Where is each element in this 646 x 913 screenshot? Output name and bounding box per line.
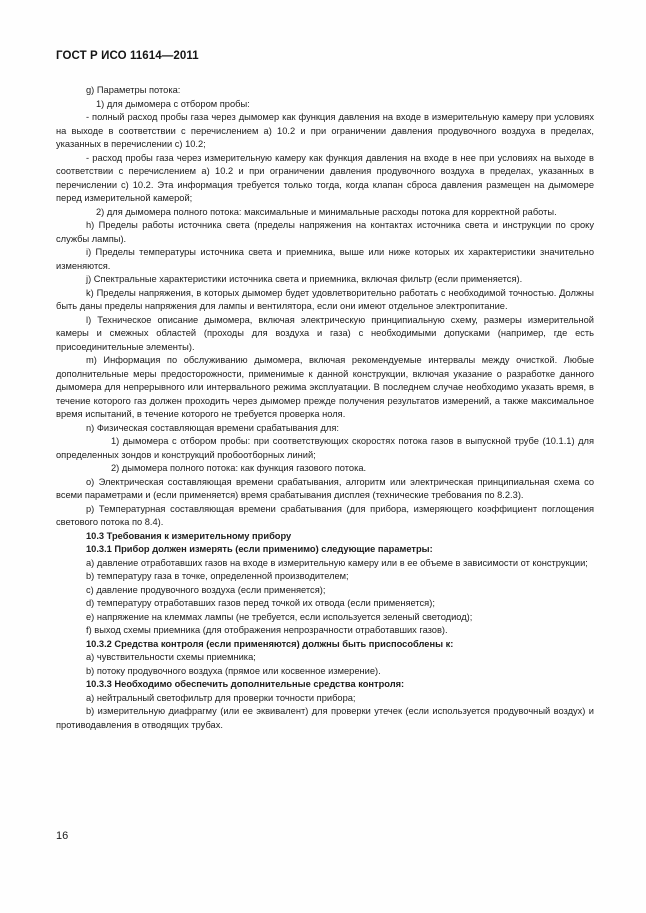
body-paragraph: - расход пробы газа через измерительную камеру как функция давления на входе в нее при условиях на выходе в соответствии с перечислением а) 10.2 и при ограничении давления продувочного воздуха в пределах, указанных в перечислении с) 10.2. Эта информация требуется только тогда, когда клапан сброса давления размещен на дымомере перед измерительной камерой; xyxy=(56,152,594,203)
body-paragraph: c) давление продувочного воздуха (если применяется); xyxy=(86,584,326,595)
body-paragraph: l) Техническое описание дымомера, включая электрическую принципиальную схему, размеры измерительной камеры и смежных областей (проходы для воздуха и газа) с необходимыми допусками (например, где есть присоединительные элементы). xyxy=(56,314,594,352)
body-paragraph: p) Температурная составляющая времени срабатывания (для прибора, измеряющего коэффициент поглощения светового потока по 8.4). xyxy=(56,503,594,527)
body-paragraph: i) Пределы температуры источника света и приемника, выше или ниже которых их характеристики значительно изменяются. xyxy=(56,247,594,271)
section-heading: 10.3.2 Средства контроля (если применяются) должны быть приспособлены к: xyxy=(86,638,454,649)
standard-header: ГОСТ Р ИСО 11614—2011 xyxy=(56,50,199,62)
body-paragraph: o) Электрическая составляющая времени срабатывания, алгоритм или электрическая принципиальная схема со всеми параметрами и (если применяется) время срабатывания дисплея (технические требования по 8.2.3). xyxy=(56,476,594,500)
section-heading: 10.3 Требования к измерительному прибору xyxy=(86,530,292,541)
body-paragraph: b) температуру газа в точке, определенной производителем; xyxy=(86,571,349,581)
body-paragraph: j) Спектральные характеристики источника света и приемника, включая фильтр (если применяется). xyxy=(86,274,523,284)
section-heading: 10.3.1 Прибор должен измерять (если применимо) следующие параметры: xyxy=(86,544,433,554)
body-paragraph: m) Информация по обслуживанию дымомера, включая рекомендуемые интервалы между очисткой. Любые дополнительные меры предосторожности, применимые к данной конструкции, включая указание о разработке данного дымомера для непрерывного или интервального режима эксплуатации. В последнем случае необходимо указать время, в течение которого газ должен проходить через дымомер прежде получения результатов измерений, а также максимальное время испытаний, в течение которого не требуется проверка ноля. xyxy=(56,355,594,419)
body-paragraph: d) температуру отработавших газов перед точкой их отвода (если применяется); xyxy=(86,598,435,608)
body-paragraph: g) Параметры потока: xyxy=(86,85,181,95)
section-heading: 10.3.3 Необходимо обеспечить дополнительные средства контроля: xyxy=(86,679,405,689)
body-paragraph: f) выход схемы приемника (для отображения непрозрачности отработавших газов). xyxy=(86,625,448,635)
body-paragraph: 1) дымомера с отбором пробы: при соответствующих скоростях потока газов в выпускной трубе (10.1.1) для определенных зондов и конструкций пробоотборных линий; xyxy=(56,436,594,460)
body-paragraph: - полный расход пробы газа через дымомер как функция давления на входе в измерительную камеру при условиях на выходе в соответствии с перечислением а) 10.2 и при ограничении давления продувочного воздуха в пределах, указанных в перечислении с) 10.2; xyxy=(56,112,594,149)
body-paragraph: 2) для дымомера полного потока: максимальные и минимальные расходы потока для корректной работы. xyxy=(96,206,557,217)
body-paragraph: 1) для дымомера с отбором пробы: xyxy=(96,98,250,109)
page-number: 16 xyxy=(56,830,69,842)
body-paragraph: а) чувствительности схемы приемника; xyxy=(86,652,256,662)
body-paragraph: e) напряжение на клеммах лампы (не требуется, если используется зеленый светодиод); xyxy=(86,611,473,622)
body-paragraph: а) нейтральный светофильтр для проверки точности прибора; xyxy=(86,692,356,703)
body-paragraph: а) давление отработавших газов на входе в измерительную камеру или в ее объеме в зависимости от конструкции; xyxy=(86,557,588,568)
document-body xyxy=(56,84,594,732)
body-paragraph: b) потоку продувочного воздуха (прямое или косвенное измерение). xyxy=(86,665,381,676)
body-paragraph: n) Физическая составляющая времени срабатывания для: xyxy=(86,422,339,433)
body-paragraph: b) измерительную диафрагму (или ее эквивалент) для проверки утечек (если используется продувочный воздух) и противодавления в отводящих трубах. xyxy=(56,706,594,730)
body-paragraph: k) Пределы напряжения, в которых дымомер будет удовлетворительно работать с необходимой точностью. Должны быть даны пределы напряжения для лампы и вентилятора, если они имеют отдельное электропитание. xyxy=(56,287,594,311)
body-paragraph: 2) дымомера полного потока: как функция газового потока. xyxy=(111,463,367,473)
body-paragraph: h) Пределы работы источника света (пределы напряжения на контактах источника света и инструкции по сроку службы лампы). xyxy=(56,220,594,244)
